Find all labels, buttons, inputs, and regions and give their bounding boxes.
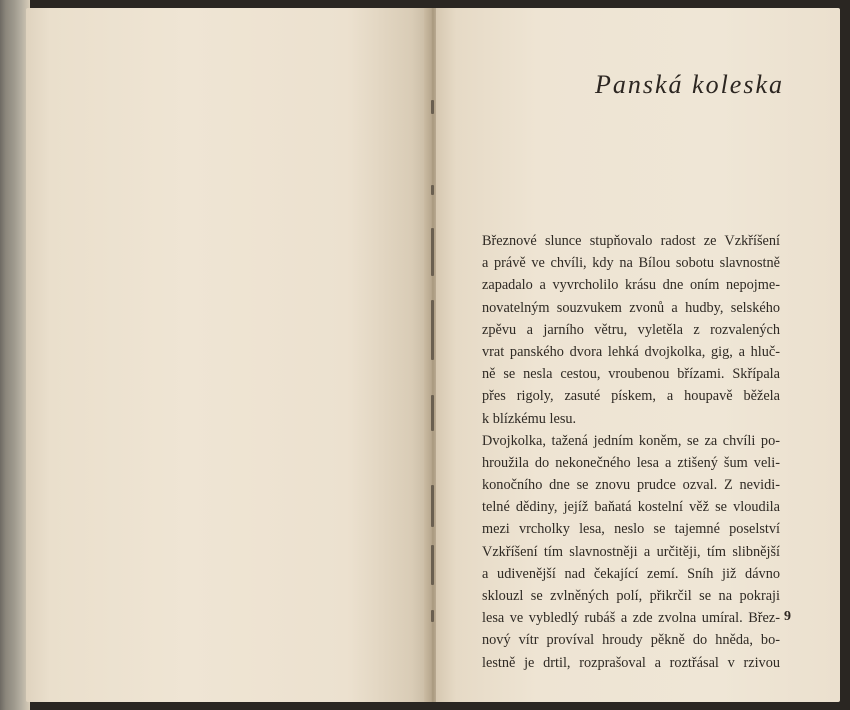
text-line: přes rigoly, zasuté pískem, a houpavě běžela (482, 388, 780, 405)
binding-stitch (431, 228, 434, 276)
text-line: hroužila do nekonečného lesa a ztišený šum veli- (482, 454, 780, 471)
binding-stitch (431, 100, 434, 114)
text-line: nový vítr províval hroudy pěkně do hněda, bo- (482, 632, 780, 649)
text-line: Vzkříšení tím slavnostněji a určitěji, tím slibnější (482, 543, 780, 560)
paragraph (482, 430, 780, 674)
text-line: novatelným souzvukem zvonů a hudby, selského (482, 299, 780, 316)
text-line: Dvojkolka, tažená jedním koněm, se za chvíli po- (482, 432, 780, 449)
text-line: k blízkému lesu. (482, 410, 577, 427)
text-line: a právě ve chvíli, kdy na Bílou sobotu slavnostně (482, 255, 780, 272)
text-line: a udivenější nad čekající zemí. Sníh již dávno (482, 565, 780, 582)
text-line: mezi vrcholky lesa, neslo se tajemné poselství (482, 521, 780, 538)
text-line: vrat panského dvora lehká dvojkolka, gig, a hluč- (482, 343, 780, 360)
text-line: telné dědiny, jejíž baňatá kostelní věž se vloudila (482, 499, 780, 516)
text-line: lestně je drtil, rozprašoval a roztřásal v rzivou (482, 654, 780, 671)
binding-stitch (431, 485, 434, 527)
binding-stitch (431, 545, 434, 585)
text-line: zpěvu a jarního větru, vyletěla z rozvalených (482, 321, 780, 338)
page-number: 9 (784, 609, 791, 624)
text-line: ně se nesla cestou, vroubenou břízami. Skřípala (482, 366, 780, 383)
left-page (26, 8, 428, 702)
text-line: Březnové slunce stupňovalo radost ze Vzkříšení (482, 233, 780, 249)
binding-stitch (431, 395, 434, 431)
binding-stitch (431, 185, 434, 195)
chapter-title: Panská koleska (594, 70, 784, 99)
text-line: konočního dne se znovu prudce ozval. Z nevidi- (482, 477, 780, 494)
text-line: zapadalo a vyvrcholilo krásu dne oním nepojme- (482, 277, 780, 294)
paragraph (482, 230, 780, 430)
binding-stitch (431, 610, 434, 622)
text-line: lesa ve vybledlý rubáš a zde zvolna umíral. Břez- (482, 610, 780, 627)
binding-stitch (431, 300, 434, 360)
text-line: sklouzl se zvlněných polí, přikrčil se na pokraji (482, 588, 780, 604)
body-text (482, 230, 780, 674)
